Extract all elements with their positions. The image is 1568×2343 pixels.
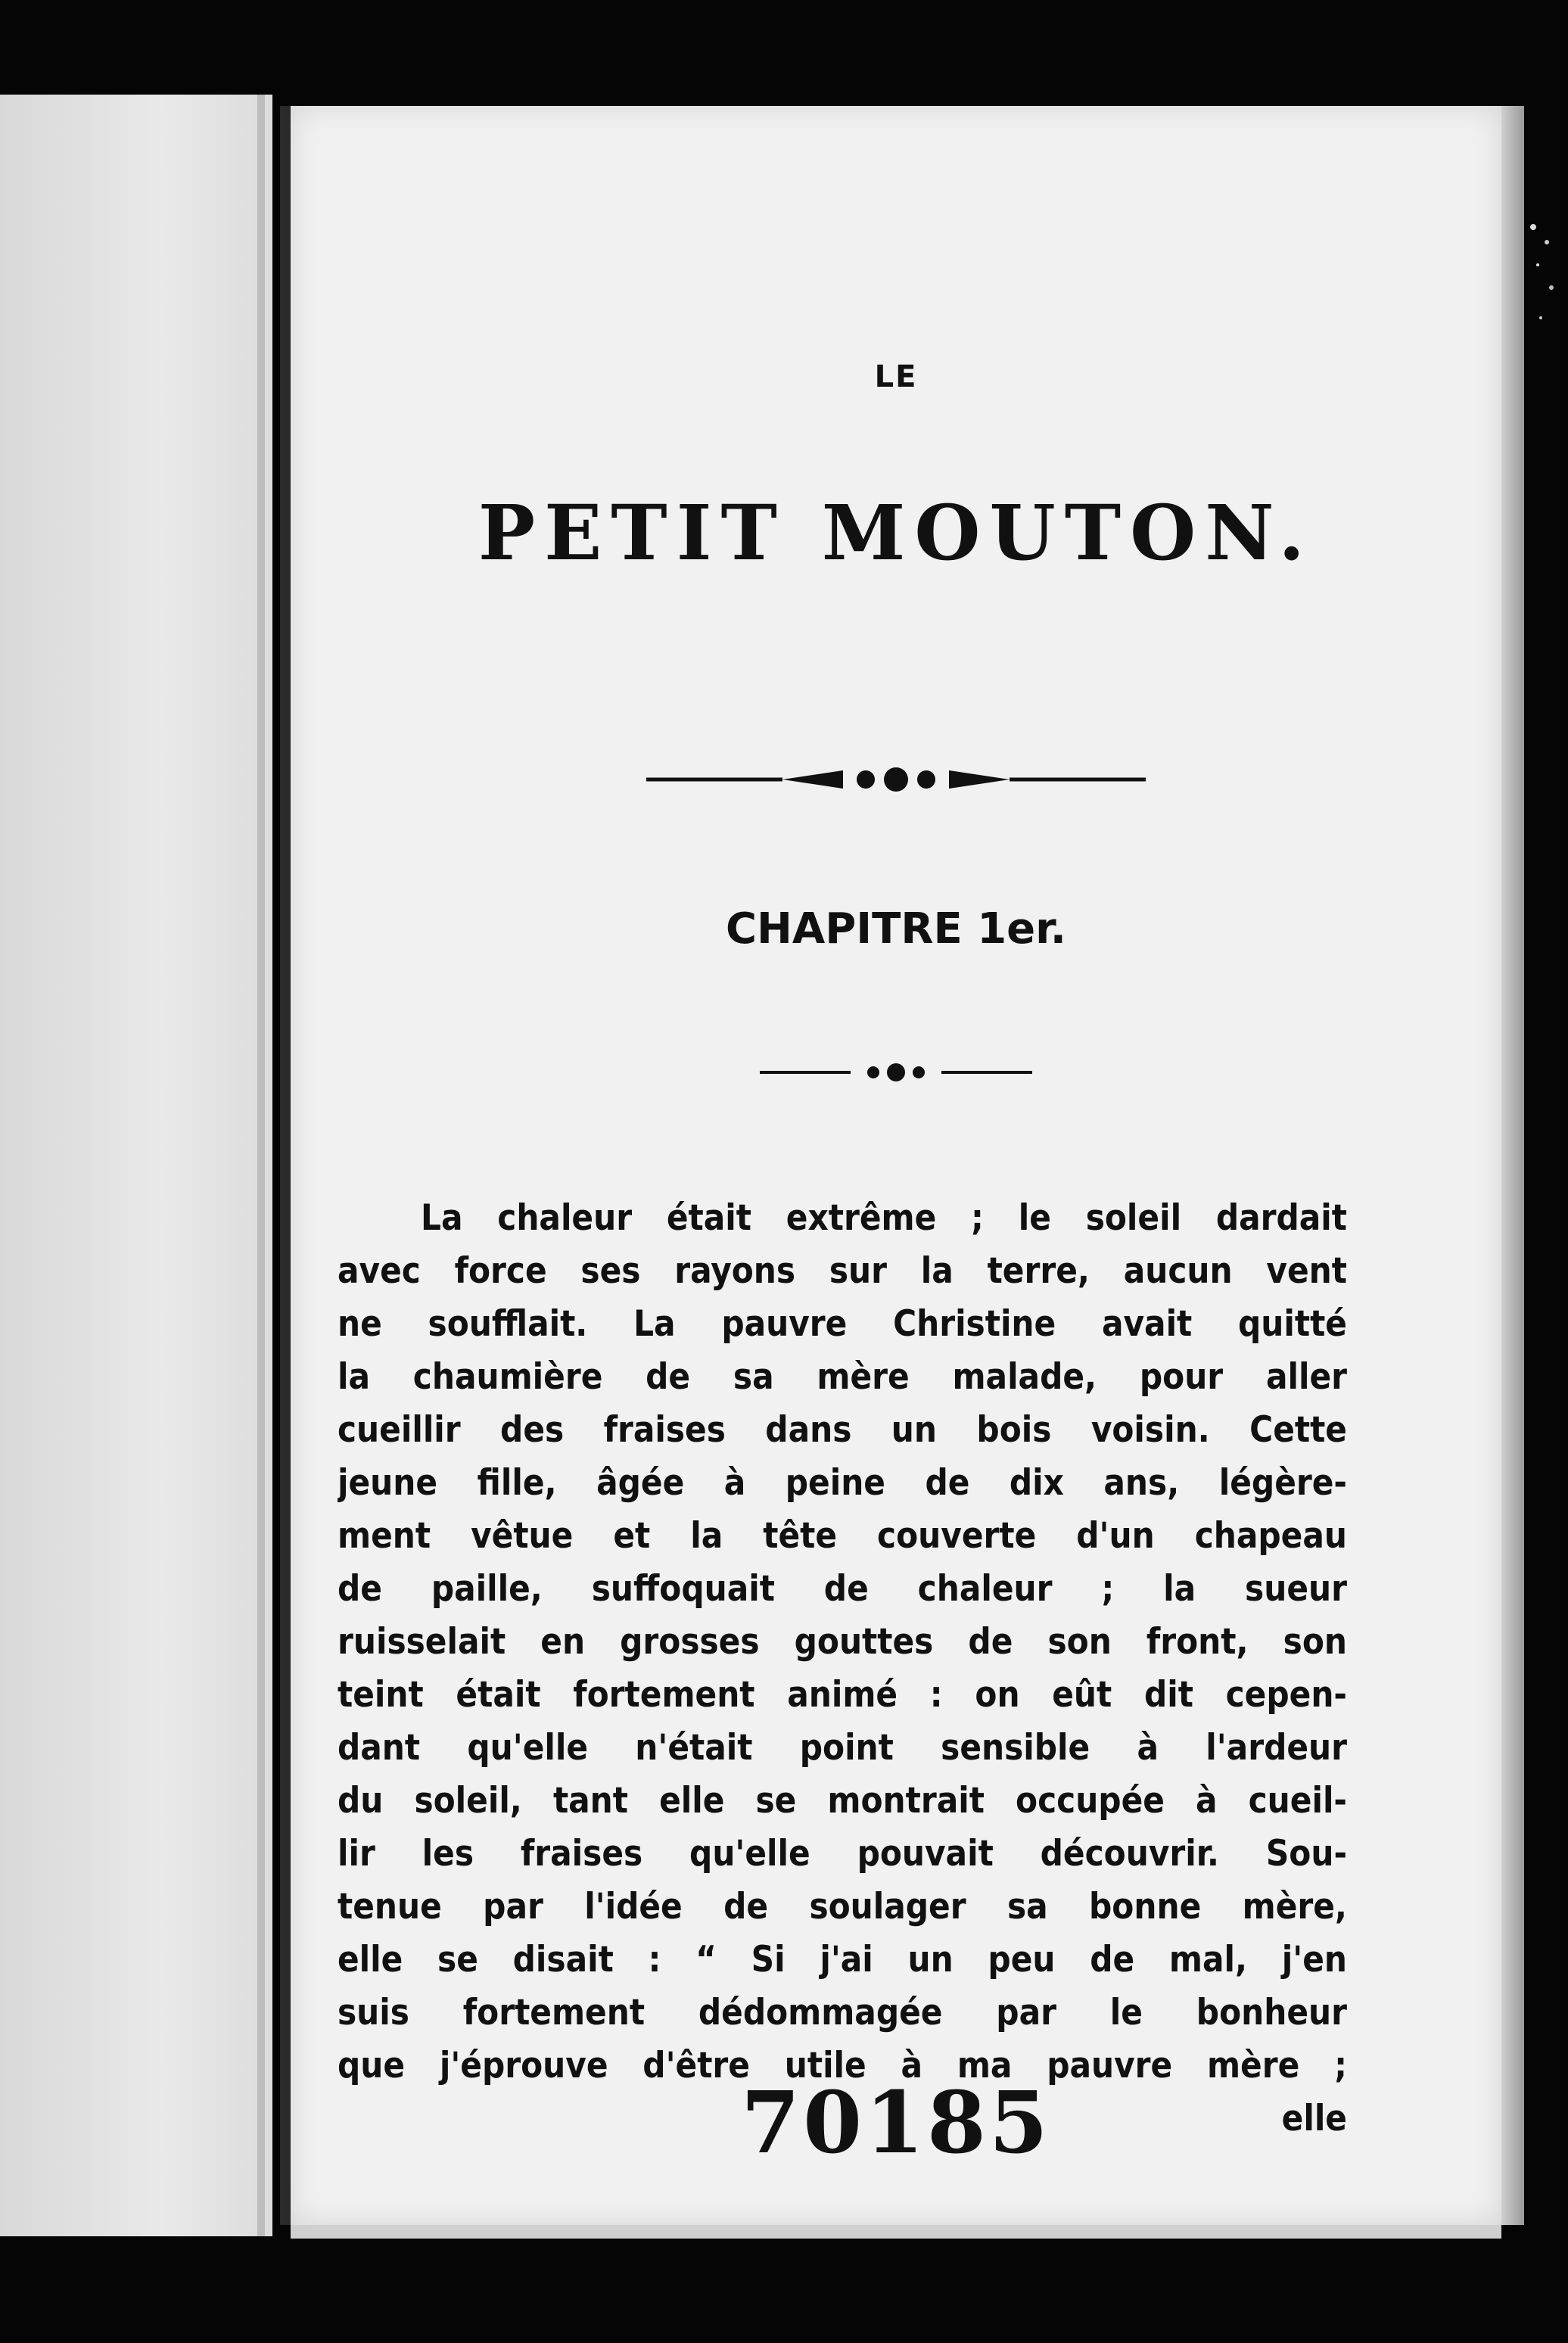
text-line: que j'éprouve d'être utile à ma pauvre mère ; [338,2045,1347,2086]
text-line: cueillir des fraises dans un bois voisin. Cette [338,1409,1347,1451]
text-line: ne soufflait. La pauvre Christine avait quitté [338,1303,1347,1345]
page-bottom-edge [291,2225,1501,2239]
text-line: ruisselait en grosses gouttes de son front, son [338,1621,1347,1663]
body-text [338,1192,1347,2145]
text-line: teint était fortement animé : on eût dit cepen- [338,1674,1347,1716]
text-line: la chaumière de sa mère malade, pour aller [338,1356,1347,1398]
text-line: de paille, suffoquait de chaleur ; la sueur [338,1568,1347,1610]
page-title: PETIT MOUTON. [478,488,1314,577]
book-page [280,106,1501,2225]
facing-page [0,95,272,2236]
text-line: tenue par l'idée de soulager sa bonne mère, [338,1886,1347,1928]
text-line: avec force ses rayons sur la terre, aucun vent [338,1250,1347,1292]
title-kicker: LE [874,359,918,394]
text-line: lir les fraises qu'elle pouvait découvrir. Sou- [338,1833,1347,1875]
text-line: du soleil, tant elle se montrait occupée à cueil- [338,1780,1347,1822]
text-line: elle se disait : “ Si j'ai un peu de mal, j'en [338,1939,1347,1981]
chapter-heading: CHAPITRE 1er. [725,904,1067,954]
page-crease [257,95,265,2236]
text-line: ment vêtue et la tête couverte d'un chapeau [338,1515,1347,1557]
text-line: elle [1281,2098,1347,2139]
page-edge [1501,106,1524,2225]
text-line: jeune fille, âgée à peine de dix ans, légère- [338,1462,1347,1504]
chapter-ornament-icon [760,1056,1032,1089]
text-line: La chaleur était extrême ; le soleil dardait [421,1197,1347,1239]
text-line: suis fortement dédommagée par le bonheur [338,1992,1347,2033]
text-line: dant qu'elle n'était point sensible à l'ardeur [338,1727,1347,1769]
scan-noise-icon [1518,212,1563,348]
catalog-number: 70185 [741,2074,1051,2173]
title-ornament-icon [646,757,1146,802]
